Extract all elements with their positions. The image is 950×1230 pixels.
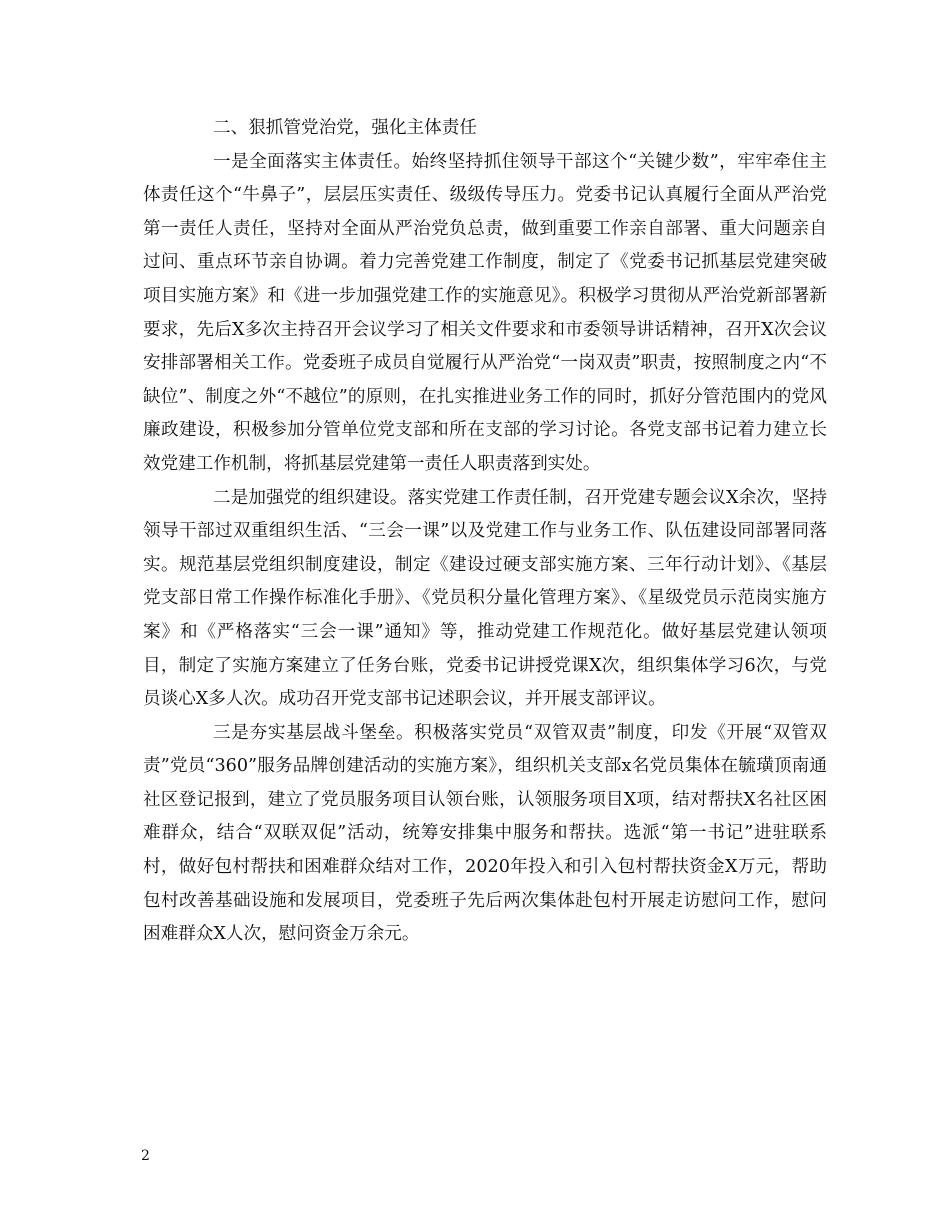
paragraph-grassroots-fortress: 三是夯实基层战斗堡垒。积极落实党员“双管双责”制度，印发《开展“双管双责”党员“360”服务品牌创建活动的实施方案》，组织机关支部x名党员集体在毓璜顶南通社区登记报到，建立了党员服务项目认领台账，认领服务项目X项，结对帮扶X名社区困难群众，结合“双联双促”活动，统筹安排集中服务和帮扶。选派“第一书记”进驻联系村，做好包村帮扶和困难群众结对工作，2020年投入和引入包村帮扶资金X万元，帮助包村改善基础设施和发展项目，党委班子先后两次集体赴包村开展走访慰问工作，慰问困难群众X人次，慰问资金万余元。 [143, 722, 827, 945]
paragraph-main-responsibility: 一是全面落实主体责任。始终坚持抓住领导干部这个“关键少数”，牢牢牵住主体责任这个“牛鼻子”，层层压实责任、级级传导压力。党委书记认真履行全面从严治党第一责任人责任，坚持对全面从严治党负总责，做到重要工作亲自部署、重大问题亲自过问、重点环节亲自协调。着力完善党建工作制度，制定了《党委书记抓基层党建突破项目实施方案》和《进一步加强党建工作的实施意见》。积极学习贯彻从严治党新部署新要求，先后X多次主持召开会议学习了相关文件要求和市委领导讲话精神，召开X次会议安排部署相关工作。党委班子成员自觉履行从严治党“一岗双责”职责，按照制度之内“不缺位”、制度之外“不越位”的原则，在扎实推进业务工作的同时，抓好分管范围内的党风廉政建设，积极参加分管单位党支部和所在支部的学习讨论。各党支部书记着力建立长效党建工作机制，将抓基层党建第一责任人职责落到实处。 [143, 151, 827, 474]
paragraph-organization-building: 二是加强党的组织建设。落实党建工作责任制，召开党建专题会议X余次，坚持领导干部过双重组织生活、“三会一课”以及党建工作与业务工作、队伍建设同部署同落实。规范基层党组织制度建设，制定《建设过硬支部实施方案、三年行动计划》、《基层党支部日常工作操作标准化手册》、《党员积分量化管理方案》、《星级党员示范岗实施方案》和《严格落实“三会一课”通知》等，推动党建工作规范化。做好基层党建认领项目，制定了实施方案建立了任务台账，党委书记讲授党课X次，组织集体学习6次，与党员谈心X多人次。成功召开党支部书记述职会议，并开展支部评议。 [143, 487, 827, 710]
page-number: 2 [141, 1148, 150, 1164]
section-heading: 二、狠抓管党治党，强化主体责任 [213, 118, 477, 138]
document-body [143, 112, 827, 952]
